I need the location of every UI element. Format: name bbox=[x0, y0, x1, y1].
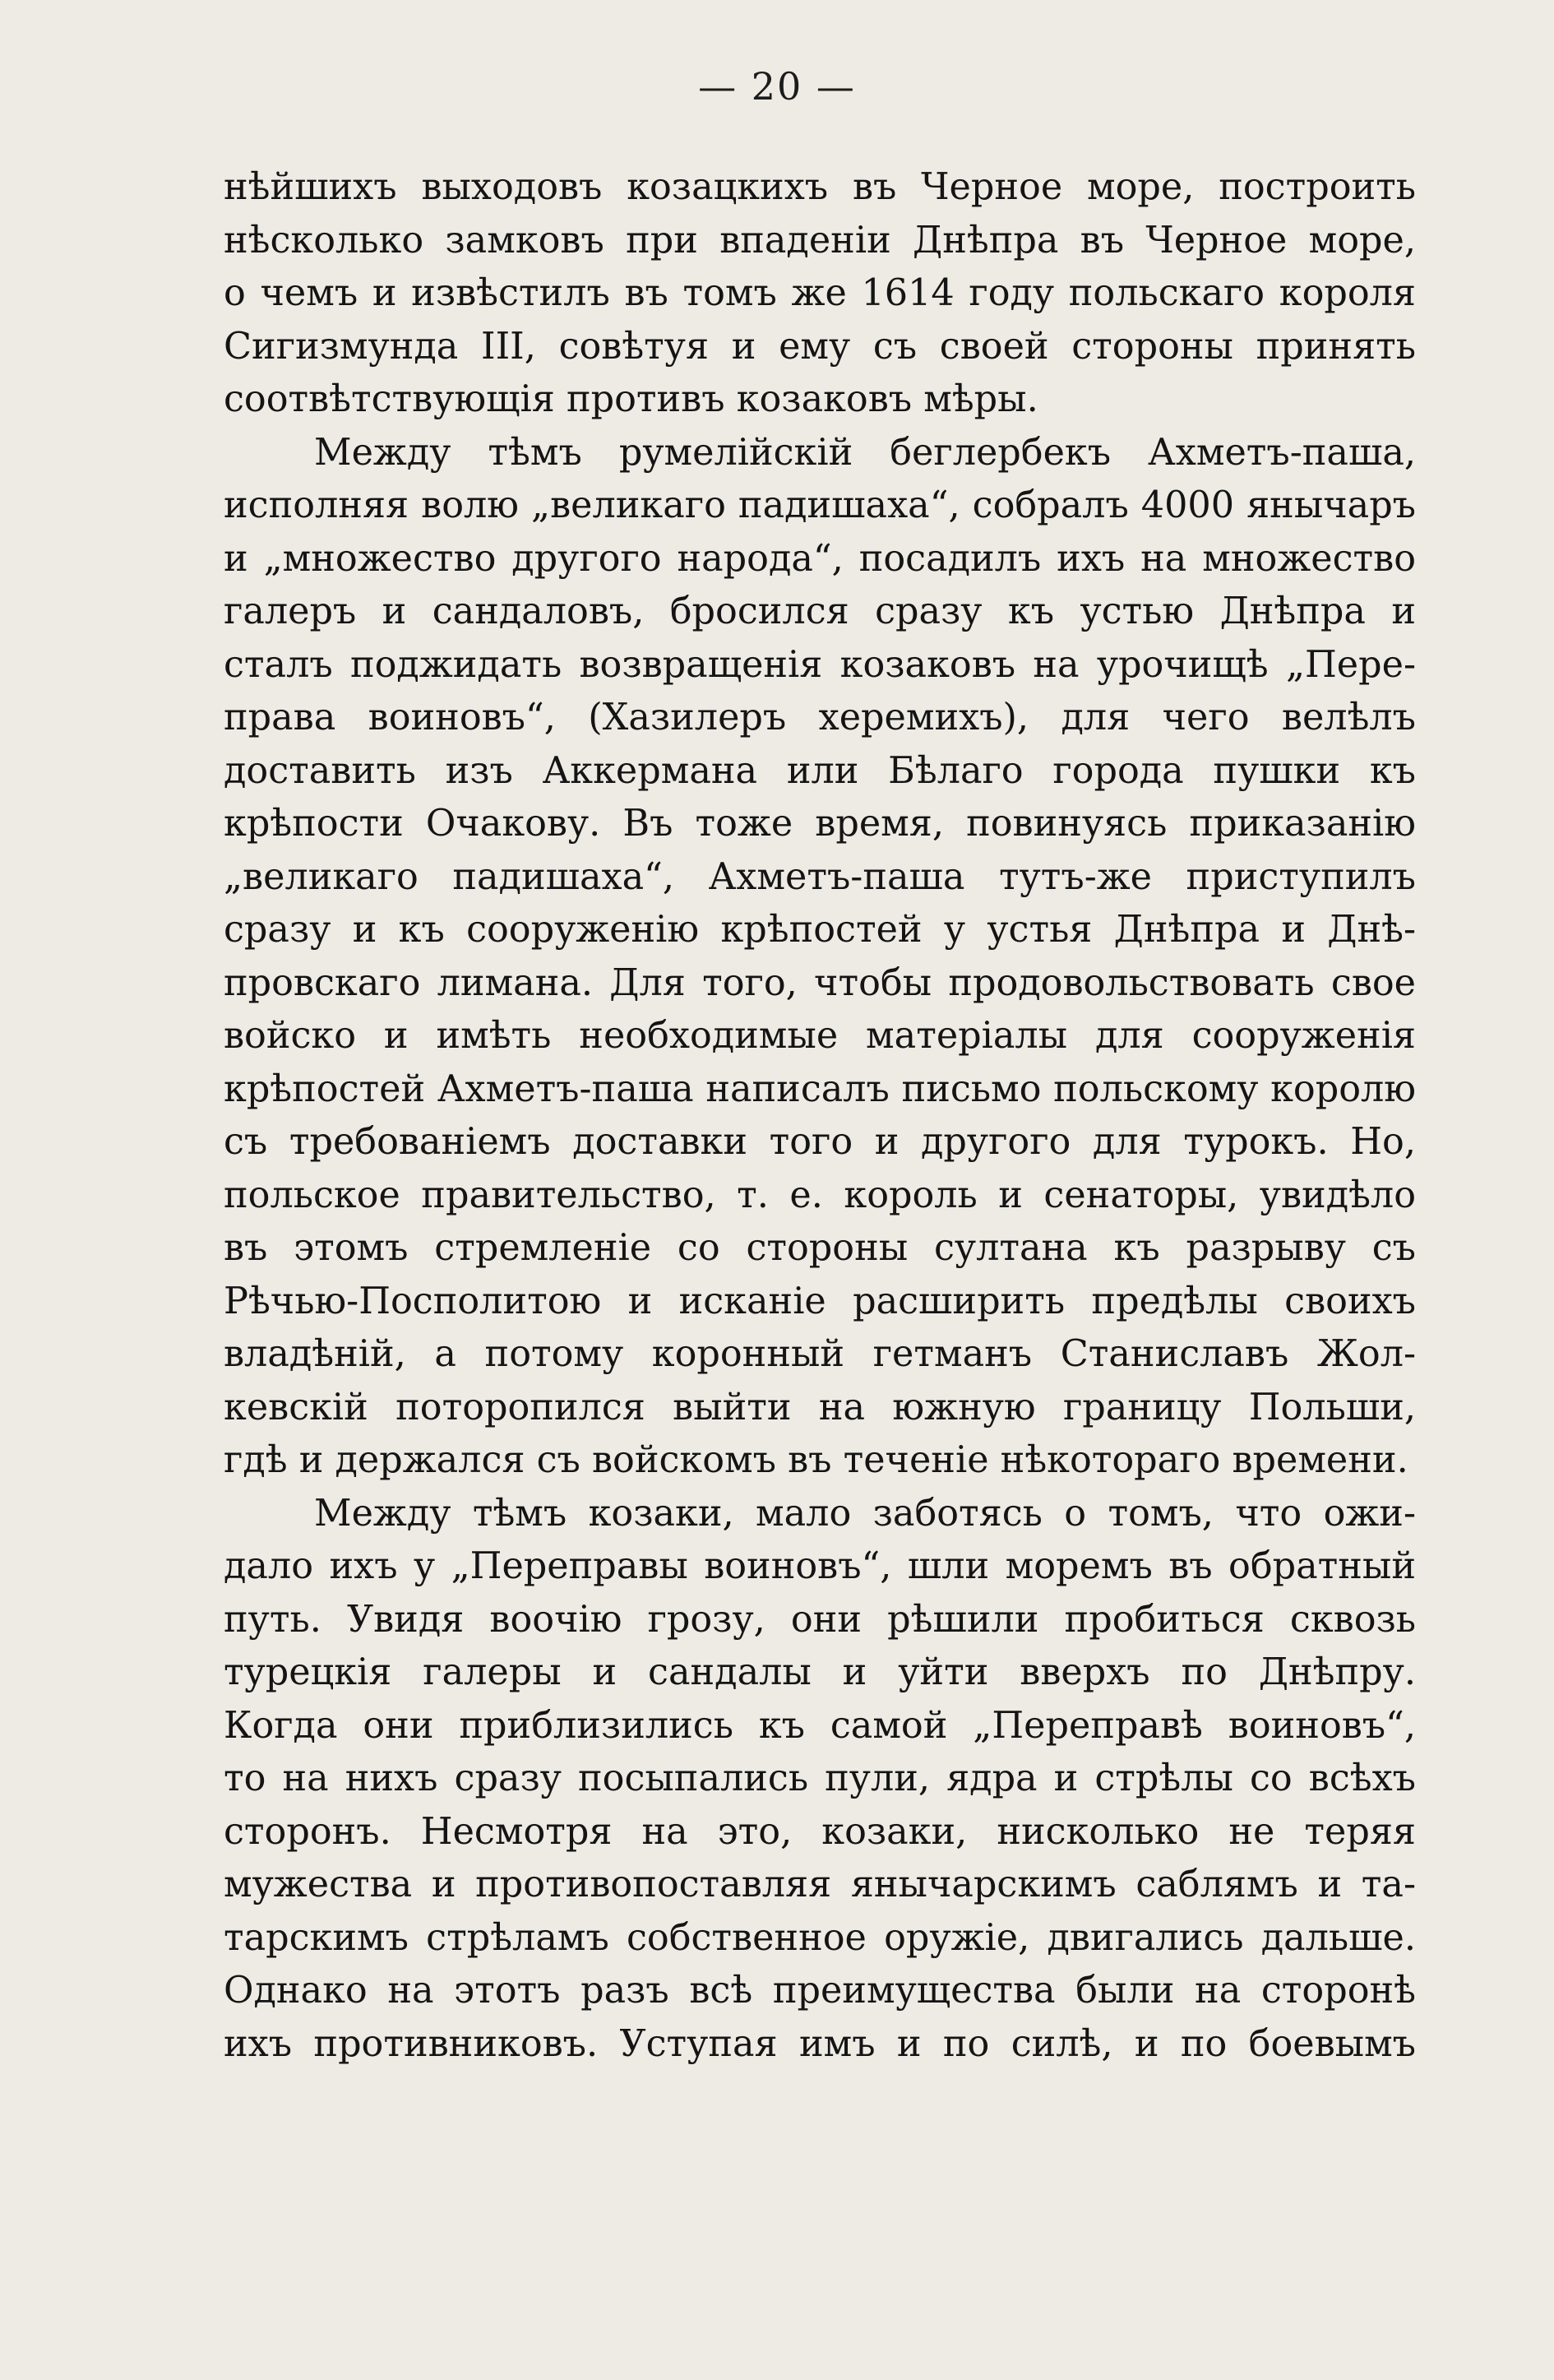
text-line: нѣсколько замковъ при впаденіи Днѣпра въ Черное море, bbox=[224, 219, 1416, 262]
body-text bbox=[224, 161, 1416, 2071]
text-line: владѣній, а потому коронный гетманъ Станиславъ Жол- bbox=[224, 1333, 1416, 1375]
text-line: нѣйшихъ выходовъ козацкихъ въ Черное море, построить bbox=[224, 166, 1416, 208]
text-line: путь. Увидя воочію грозу, они рѣшили пробиться сквозь bbox=[224, 1598, 1416, 1641]
text-line: Между тѣмъ козаки, мало заботясь о томъ, что ожи- bbox=[314, 1492, 1416, 1535]
text-line: „великаго падишаха“, Ахметъ-паша тутъ-же приступилъ bbox=[224, 855, 1416, 898]
text-line: ихъ противниковъ. Уступая имъ и по силѣ, и по боевымъ bbox=[224, 2022, 1416, 2065]
text-line: кевскій поторопился выйти на южную границу Польши, bbox=[224, 1386, 1416, 1428]
text-line: Когда они приблизились къ самой „Переправѣ воиновъ“, bbox=[224, 1704, 1416, 1747]
text-line: галеръ и сандаловъ, бросился сразу къ устью Днѣпра и bbox=[224, 590, 1416, 632]
text-line: то на нихъ сразу посыпались пули, ядра и стрѣлы со всѣхъ bbox=[224, 1757, 1416, 1799]
text-line: права воиновъ“, (Хазилеръ херемихъ), для чего велѣлъ bbox=[224, 697, 1416, 739]
text-line: мужества и противопоставляя янычарскимъ саблямъ и та- bbox=[224, 1864, 1416, 1905]
text-line: въ этомъ стремленіе со стороны султана къ разрыву съ bbox=[224, 1227, 1416, 1269]
text-line: Между тѣмъ румелійскій беглербекъ Ахметъ-паша, bbox=[314, 431, 1416, 474]
text-line: сталъ поджидать возвращенія козаковъ на урочищѣ „Пере- bbox=[224, 643, 1416, 686]
text-line: сторонъ. Несмотря на это, козаки, нисколько не теряя bbox=[224, 1810, 1416, 1853]
text-line: о чемъ и извѣстилъ въ томъ же 1614 году польскаго короля bbox=[224, 272, 1416, 314]
text-line: Однако на этотъ разъ всѣ преимущества были на сторонѣ bbox=[224, 1970, 1416, 2012]
text-line: гдѣ и держался съ войскомъ въ теченіе нѣкотораго времени. bbox=[224, 1439, 1408, 1481]
text-line: крѣпостей Ахметъ-паша написалъ письмо польскому королю bbox=[224, 1067, 1416, 1110]
paragraph-2 bbox=[224, 427, 1416, 1488]
text-line: тарскимъ стрѣламъ собственное оружіе, двигались дальше. bbox=[224, 1916, 1416, 1959]
text-line: Сигизмунда III, совѣтуя и ему съ своей стороны принять bbox=[224, 325, 1416, 368]
text-line: соотвѣтствующія противъ козаковъ мѣры. bbox=[224, 378, 1038, 420]
paragraph-3 bbox=[224, 1488, 1416, 2072]
text-line: провскаго лимана. Для того, чтобы продовольствовать свое bbox=[224, 961, 1416, 1004]
page-number: — 20 — bbox=[698, 64, 856, 109]
text-line: Рѣчью-Посполитою и исканіе расширить предѣлы своихъ bbox=[224, 1280, 1416, 1322]
text-line: турецкія галеры и сандалы и уйти вверхъ по Днѣпру. bbox=[224, 1651, 1416, 1693]
text-line: крѣпости Очакову. Въ тоже время, повинуясь приказанію bbox=[224, 803, 1416, 845]
text-line: съ требованіемъ доставки того и другого для турокъ. Но, bbox=[224, 1121, 1416, 1163]
paragraph-1 bbox=[224, 161, 1416, 427]
text-line: дало ихъ у „Переправы воиновъ“, шли моремъ въ обратный bbox=[224, 1545, 1416, 1587]
text-line: войско и имѣть необходимые матеріалы для сооруженія bbox=[224, 1015, 1416, 1057]
text-line: польское правительство, т. е. король и сенаторы, увидѣло bbox=[224, 1174, 1416, 1216]
text-line: и „множество другого народа“, посадилъ ихъ на множество bbox=[224, 537, 1416, 580]
text-line: доставить изъ Аккермана или Бѣлаго города пушки къ bbox=[224, 749, 1416, 792]
text-line: исполняя волю „великаго падишаха“, собралъ 4000 янычаръ bbox=[224, 484, 1416, 526]
text-line: сразу и къ сооруженію крѣпостей у устья Днѣпра и Днѣ- bbox=[224, 909, 1416, 951]
